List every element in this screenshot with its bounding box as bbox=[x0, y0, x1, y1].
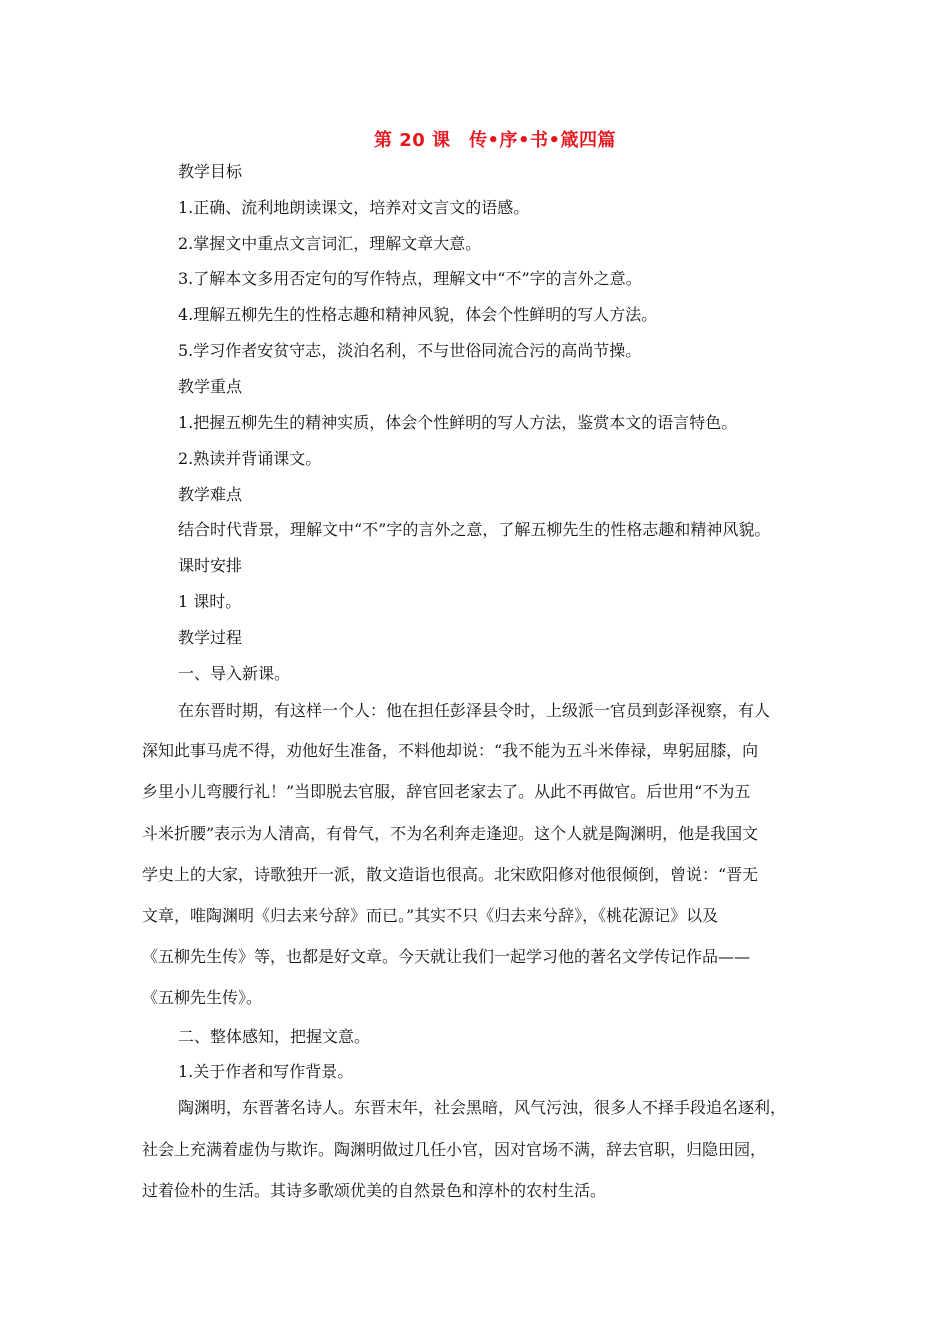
paragraph-line: 斗米折腰”表示为人清高，有骨气，不为名利奔走逢迎。这个人就是陶渊明，他是我国文 bbox=[142, 824, 759, 843]
paragraph-line: 《五柳先生传》。 bbox=[142, 988, 263, 1007]
text-line: 1.正确、流利地朗读课文，培养对文言文的语感。 bbox=[178, 198, 530, 217]
section-heading: 教学难点 bbox=[178, 485, 243, 504]
section-heading: 课时安排 bbox=[178, 556, 243, 575]
text-line: 结合时代背景，理解文中“不”字的言外之意，了解五柳先生的性格志趣和精神风貌。 bbox=[178, 520, 771, 539]
text-line: 2.熟读并背诵课文。 bbox=[178, 449, 322, 468]
section-heading: 教学过程 bbox=[178, 628, 243, 647]
paragraph-line: 学史上的大家，诗歌独开一派，散文造诣也很高。北宋欧阳修对他很倾倒，曾说：“晋无 bbox=[142, 865, 759, 884]
paragraph-line: 陶渊明，东晋著名诗人。东晋末年，社会黑暗，风气污浊，很多人不择手段追名逐利， bbox=[178, 1098, 787, 1117]
paragraph-line: 过着俭朴的生活。其诗多歌颂优美的自然景色和淳朴的农村生活。 bbox=[142, 1181, 607, 1200]
text-line: 1.关于作者和写作背景。 bbox=[178, 1062, 354, 1081]
paragraph-line: 深知此事马虎不得，劝他好生准备，不料他却说：“我不能为五斗米俸禄，卑躬屈膝，向 bbox=[142, 741, 759, 760]
text-line: 二、整体感知，把握文意。 bbox=[178, 1027, 371, 1046]
text-line: 一、导入新课。 bbox=[178, 664, 291, 683]
paragraph-line: 在东晋时期，有这样一个人：他在担任彭泽县令时，上级派一官员到彭泽视察，有人 bbox=[178, 701, 771, 720]
paragraph-line: 文章，唯陶渊明《归去来兮辞》而已。”其实不只《归去来兮辞》，《桃花源记》以及 bbox=[142, 906, 719, 925]
section-heading: 教学目标 bbox=[178, 162, 243, 181]
text-line: 5.学习作者安贫守志，淡泊名利，不与世俗同流合污的高尚节操。 bbox=[178, 341, 642, 360]
paragraph-line: 乡里小儿弯腰行礼！”当即脱去官服，辞官回老家去了。从此不再做官。后世用“不为五 bbox=[142, 782, 751, 801]
section-heading: 教学重点 bbox=[178, 377, 243, 396]
text-line: 4.理解五柳先生的性格志趣和精神风貌，体会个性鲜明的写人方法。 bbox=[178, 305, 658, 324]
text-line: 2.掌握文中重点文言词汇，理解文章大意。 bbox=[178, 234, 482, 253]
paragraph-line: 社会上充满着虚伪与欺诈。陶渊明做过几任小官，因对官场不满，辞去官职，归隐田园， bbox=[142, 1140, 767, 1159]
text-line: 3.了解本文多用否定句的写作特点，理解文中“不”字的言外之意。 bbox=[178, 269, 642, 288]
paragraph-line: 《五柳先生传》等，也都是好文章。今天就让我们一起学习他的著名文学传记作品—— bbox=[142, 947, 751, 966]
text-line: 1 课时。 bbox=[178, 592, 242, 611]
lesson-title: 第 20 课 传•序•书•箴四篇 bbox=[373, 130, 617, 151]
text-line: 1.把握五柳先生的精神实质，体会个性鲜明的写人方法，鉴赏本文的语言特色。 bbox=[178, 413, 738, 432]
